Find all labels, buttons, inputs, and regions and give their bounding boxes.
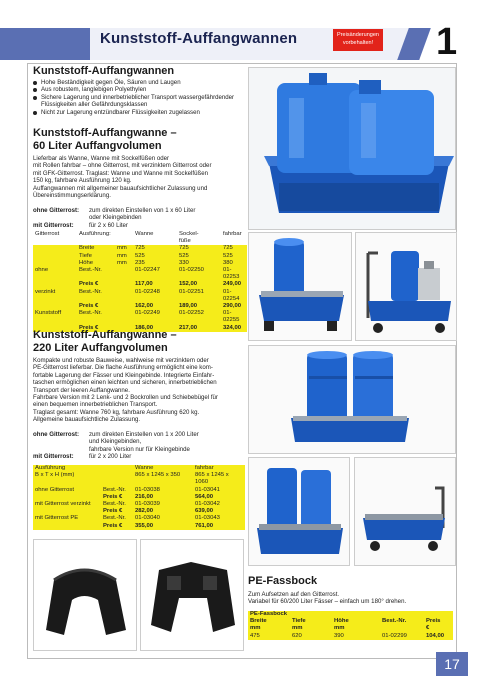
page-title: Kunststoff-Auffangwannen [100, 30, 298, 47]
table-units-row [248, 625, 453, 632]
desc-line: Allgemeine bauaufsichtliche Zulassung. [33, 416, 141, 424]
table-row [33, 508, 245, 515]
desc-line: taschen ermöglichen einen leichten und sicheren, innerbetrieblichen [33, 379, 217, 387]
table-cell: 725 [223, 245, 233, 252]
table-header-row [33, 231, 247, 238]
table-header: Best.-Nr. [382, 618, 407, 625]
table-cell [33, 253, 77, 260]
section3-title-1: Kunststoff-Auffangwanne – [33, 329, 177, 341]
table-row [33, 253, 247, 260]
table-cell: Kunststoff [35, 310, 62, 317]
page-number: 17 [436, 652, 468, 676]
table-header: Wanne [135, 231, 154, 237]
table-header: Sockel- [179, 231, 199, 237]
table-cell: 865 x 1245 x 350 [135, 472, 181, 479]
table-cell: 01-02252 [179, 310, 204, 317]
table-row [33, 515, 245, 522]
desc-line: Variabel für 60/200 Liter Fässer – einfach um 180° drehen. [248, 598, 407, 606]
spec-table-fassbock [248, 611, 453, 640]
table-cell: 324,00 [223, 324, 242, 331]
table-cell: 725 [135, 245, 145, 252]
table-cell: 117,00 [135, 281, 153, 288]
desc-line: Übereinstimmungserklärung. [33, 192, 111, 200]
table-header: Preis [426, 618, 441, 625]
feature-list [33, 79, 243, 116]
table-unit: mm [334, 625, 345, 632]
table-header: Ausführung [35, 465, 66, 471]
table-caption: PE-Fassbock [250, 611, 287, 617]
table-cell: Preis € [79, 303, 99, 310]
table-row [33, 487, 245, 494]
spec-table-60l [33, 231, 247, 332]
table-cell: 186,00 [135, 324, 154, 331]
section4-title: PE-Fassbock [248, 575, 318, 587]
desc-line: Kompakte und robuste Bauweise, wahlweise mit verzinktem oder [33, 357, 209, 364]
option-text: oder Kleingebinden [89, 214, 142, 222]
table-header: Breite [250, 618, 267, 625]
price-notice-badge: Preisänderungen vorbehalten! [333, 29, 383, 51]
table-cell: 01-02248 [135, 288, 160, 295]
table-cell: 865 x 1245 x 1060 [195, 472, 229, 486]
photo-mobile-tray [355, 232, 457, 341]
table-cell: Preis € [79, 281, 99, 288]
section2-option-without-grid [33, 207, 195, 229]
option-text: für 2 x 200 Liter [89, 453, 132, 461]
table-cell: mit Gitterrost PE [35, 515, 79, 522]
table-cell [33, 281, 77, 288]
table-cell [33, 523, 101, 530]
photo-drum-chock-2 [140, 539, 244, 651]
table-cell: 249,00 [223, 281, 242, 288]
table-cell: 01-03039 [135, 501, 160, 508]
table-row [33, 289, 247, 303]
table-cell: 639,00 [195, 508, 214, 515]
table-cell: Breite [79, 245, 95, 252]
table-cell: Best.-Nr. [79, 267, 102, 274]
feature-item: Aus robustem, langlebigen Polyethylen [33, 86, 243, 93]
section4-description [248, 591, 453, 606]
feature-item: Hohe Beständigkeit gegen Öle, Säuren und Laugen [33, 79, 243, 86]
option-label: mit Gitterrost: [33, 221, 74, 229]
table-row [33, 245, 247, 252]
table-cell: 525 [223, 252, 233, 259]
table-cell: 380 [223, 259, 233, 266]
table-cell: Best.-Nr. [103, 486, 126, 493]
photo-drums-on-tray [248, 232, 352, 341]
option-text: und Kleingebinden, [89, 438, 142, 446]
table-header [115, 231, 133, 238]
table-cell: B x T x H (mm) [35, 472, 75, 479]
table-cell [33, 494, 101, 501]
table-cell: Höhe [79, 259, 94, 266]
spec-table-220l [33, 465, 245, 530]
table-cell: 01-02250 [179, 267, 204, 274]
option-text: für 2 x 60 Liter [89, 221, 128, 229]
table-cell [33, 508, 101, 515]
table-cell: Preis € [103, 522, 123, 529]
photo-canisters-on-tray [248, 67, 456, 230]
section1-title: Kunststoff-Auffangwannen [33, 65, 175, 77]
table-cell: Tiefe [79, 252, 92, 259]
desc-line: mit GFK-Gitterrost. Traglast: Wanne und Wanne mit Sockelfüßen [33, 169, 208, 177]
option-label: ohne Gitterrost: [33, 431, 80, 438]
table-row [33, 501, 245, 508]
table-cell: Best.-Nr. [79, 288, 102, 295]
table-cell: Best.-Nr. [103, 515, 126, 522]
table-header: fahrbar [223, 231, 242, 237]
table-row [33, 260, 247, 267]
table-header-row [248, 618, 453, 625]
table-cell [115, 310, 133, 324]
table-cell: 01-03043 [195, 515, 220, 522]
table-cell: 216,00 [135, 493, 154, 500]
table-header: füße [179, 238, 191, 245]
table-header-row [33, 238, 247, 245]
feature-item: Nicht zur Lagerung entzündbarer Flüssigkeiten zugelassen [33, 109, 243, 116]
section2-description [33, 155, 248, 199]
table-cell: 01-02254 [223, 288, 240, 302]
table-cell: verzinkt [35, 288, 56, 295]
table-cell: 620 [292, 632, 302, 639]
table-cell [33, 303, 77, 310]
section3-description [33, 357, 248, 424]
table-cell: ohne [35, 267, 49, 274]
photo-220l-drums-grid [248, 457, 350, 566]
table-row [33, 281, 247, 288]
table-cell: 01-03040 [135, 515, 160, 522]
option-text: zum direkten Einstellen von 1 x 60 Liter [89, 207, 196, 214]
desc-line: fortable Lagerung der Fässer und Kleingebinde. Integrierte Einfahr- [33, 371, 215, 379]
table-cell: 162,00 [135, 303, 154, 310]
table-row [248, 633, 453, 640]
table-cell: ohne Gitterrost [35, 486, 74, 493]
table-header: Ausführung: [79, 231, 111, 237]
table-header-row [33, 465, 245, 472]
table-cell: 725 [179, 245, 189, 252]
table-cell: 355,00 [135, 522, 154, 529]
table-cell [115, 303, 133, 310]
chapter-number: 1 [436, 21, 458, 63]
table-unit: mm [250, 625, 261, 632]
table-cell [33, 245, 77, 252]
table-cell: 189,00 [179, 303, 198, 310]
table-cell: 152,00 [179, 281, 198, 288]
table-cell [101, 472, 133, 486]
table-cell: 761,00 [195, 522, 214, 529]
table-cell: Preis € [79, 324, 99, 331]
table-cell: mit Gitterrost verzinkt [35, 501, 91, 508]
table-cell: 525 [135, 252, 145, 259]
desc-line: mit Rollen fahrbar – ohne Gitterrost, mit verzinktem Gitterrost oder [33, 162, 212, 170]
desc-line: Fahrbare Version mit 2 Lenk- und 2 Bockrollen und Schiebebügel für [33, 394, 218, 402]
table-header: Höhe [334, 618, 349, 625]
desc-line: Transport der leeren Auffangwanne. [33, 386, 130, 394]
section3-options [33, 431, 199, 461]
table-unit: mm [292, 625, 303, 632]
table-cell: 282,00 [135, 508, 154, 515]
table-row [33, 494, 245, 501]
desc-line: Traglast gesamt: Wanne 760 kg, fahrbare Ausführung 620 kg. [33, 408, 200, 416]
table-cell [115, 267, 133, 281]
table-cell: 330 [179, 259, 189, 266]
table-cell [33, 260, 77, 267]
table-header: Wanne [135, 465, 154, 471]
table-cell: Preis € [103, 508, 123, 515]
option-label: ohne Gitterrost: [33, 207, 80, 214]
section2-title-1: Kunststoff-Auffangwanne – [33, 127, 177, 139]
table-cell: 01-02253 [223, 267, 240, 281]
table-header: fahrbar [195, 465, 214, 471]
table-cell: 01-03042 [195, 501, 220, 508]
table-cell: 475 [250, 632, 260, 639]
desc-line: Auffangwannen mit allgemeiner bauaufsichtlicher Zulassung und [33, 184, 208, 192]
table-cell: 217,00 [179, 324, 198, 331]
photo-220l-mobile [354, 457, 456, 566]
option-text: fahrbare Version nur für Kleingebinde [89, 445, 190, 453]
desc-line: Lieferbar als Wanne, Wanne mit Sockelfüßen oder [33, 155, 170, 162]
table-unit [380, 625, 424, 632]
table-cell: 01-02255 [223, 310, 240, 324]
table-cell: 01-02247 [135, 267, 160, 274]
option-text: zum direkten Einstellen von 1 x 200 Liter [89, 431, 199, 438]
table-cell: 564,00 [195, 493, 214, 500]
table-cell: 390 [334, 632, 344, 639]
table-header: Tiefe [292, 618, 306, 625]
table-cell: Best.-Nr. [103, 501, 126, 508]
option-label: mit Gitterrost: [33, 453, 74, 461]
section2-title-2: 60 Liter Auffangvolumen [33, 140, 162, 152]
table-row [33, 267, 247, 281]
table-caption-row [248, 611, 453, 618]
table-cell: 01-03041 [195, 486, 220, 493]
table-cell: 01-02251 [179, 288, 204, 295]
table-row [33, 310, 247, 324]
table-row [33, 523, 245, 530]
table-cell: 290,00 [223, 303, 242, 310]
table-header [101, 465, 133, 472]
desc-line: einen bequemen innerbetrieblichen Transport. [33, 401, 158, 409]
table-cell: 01-02299 [382, 632, 407, 639]
table-header: Gitterrost [35, 231, 60, 237]
photo-drum-chock-1 [33, 539, 137, 651]
table-cell [115, 289, 133, 303]
table-cell: 01-03038 [135, 486, 160, 493]
desc-line: Zum Aufsetzen auf den Gitterrost. [248, 591, 340, 598]
desc-line: 150 kg, fahrbare Ausführung 120 kg. [33, 177, 132, 185]
table-cell: Preis € [103, 493, 123, 500]
table-cell: mm [117, 245, 127, 252]
table-cell: 525 [179, 252, 189, 259]
section3-title-2: 220 Liter Auffangvolumen [33, 342, 168, 354]
table-cell: Best.-Nr. [79, 310, 102, 317]
table-row [33, 303, 247, 310]
table-cell [115, 281, 133, 288]
feature-item: Sichere Lagerung und innerbetrieblicher Transport wassergefährdender Flüssigkeiten aller Gefährdungsklassen [33, 94, 243, 109]
table-cell: mm [117, 259, 127, 266]
desc-line: PE-Gitterrost lieferbar. Die flache Ausführung ermöglicht eine kom- [33, 364, 213, 372]
table-cell: mm [117, 252, 127, 259]
table-row [33, 472, 245, 486]
table-cell: 235 [135, 259, 145, 266]
table-cell: 01-02249 [135, 310, 160, 317]
photo-220l-tray-drums [248, 345, 456, 454]
table-cell: 104,00 [426, 632, 445, 639]
table-unit: € [426, 625, 430, 632]
